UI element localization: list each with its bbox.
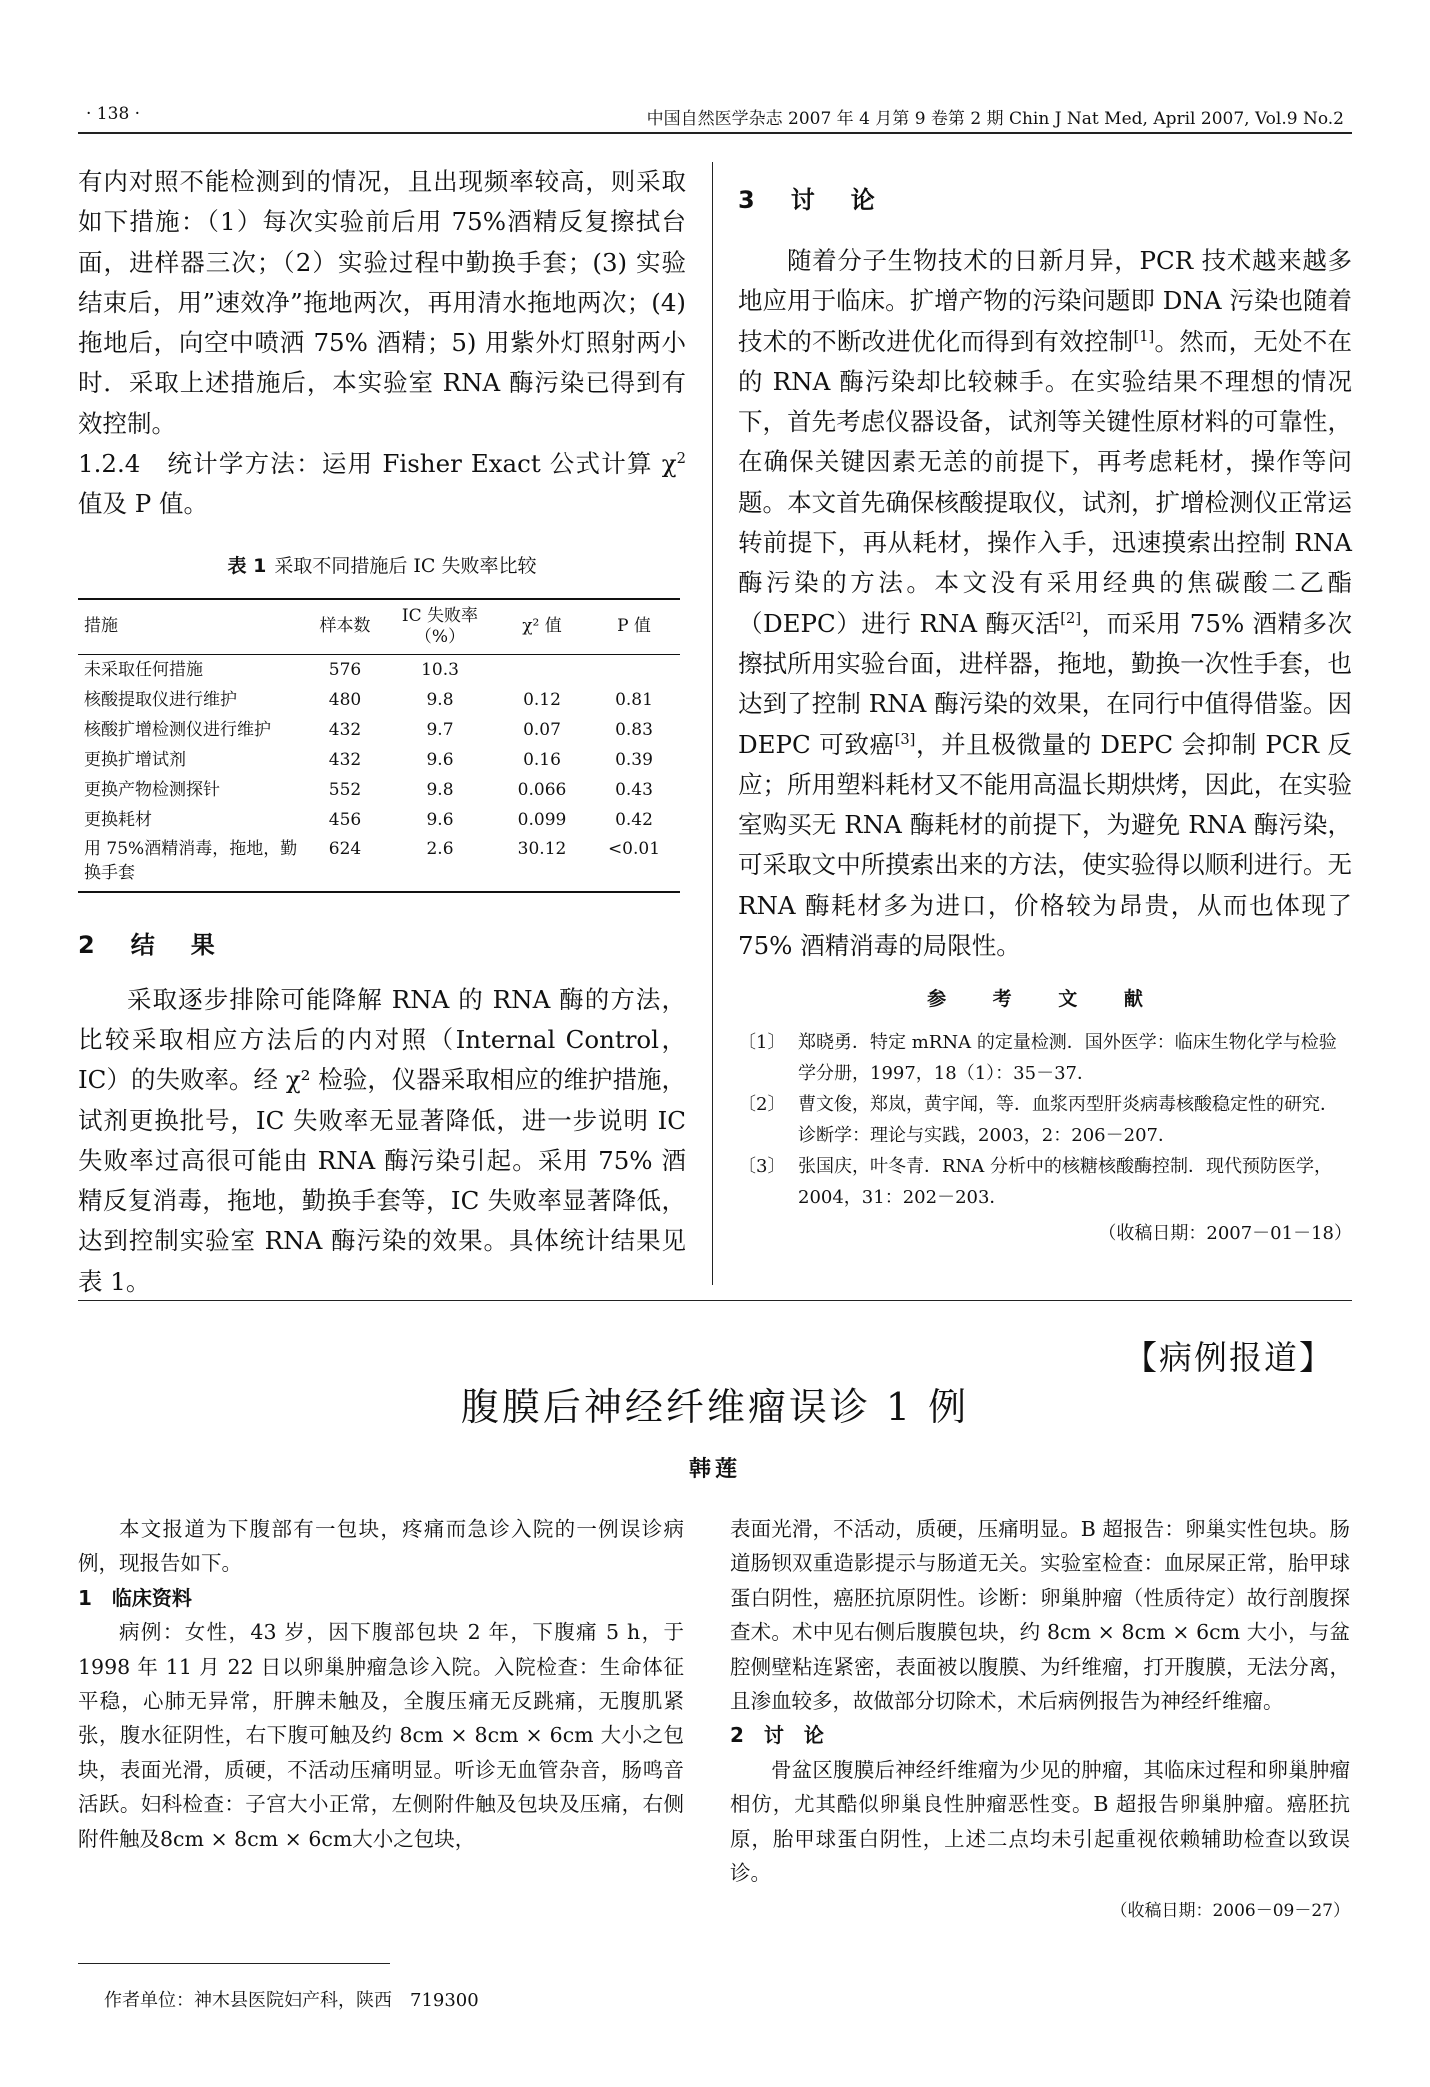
table-cell: 432	[328, 719, 362, 740]
table-cell: 9.6	[426, 809, 454, 830]
table-label: 表 1	[227, 554, 267, 577]
footnote-rule	[78, 1963, 390, 1964]
table-header-cell: P 值	[588, 599, 680, 655]
journal-citation: 中国自然医学杂志 2007 年 4 月第 9 卷第 2 期 Chin J Nat Med, April 2007, Vol.9 No.2	[646, 109, 1344, 129]
section-heading-case-discussion: 2 讨 论	[730, 1723, 824, 1748]
article-author: 韩莲	[688, 1457, 741, 1482]
statistics-paragraph	[78, 444, 686, 525]
table-cell: 552	[328, 779, 362, 800]
article-category-tag: 【病例报道】	[1124, 1338, 1334, 1377]
table-row	[78, 685, 680, 715]
reference-item	[738, 1027, 1352, 1089]
table-caption-text: 采取不同措施后 IC 失败率比较	[274, 554, 537, 577]
article-title: 腹膜后神经纤维瘤误诊 1 例	[460, 1385, 970, 1429]
statistics-text-end: 值及 P 值。	[78, 489, 209, 519]
table-caption	[78, 551, 686, 578]
table-header-row	[78, 599, 680, 655]
table-cell: <0.01	[588, 835, 680, 892]
table-cell: 未采取任何措施	[84, 659, 203, 680]
table-row	[78, 805, 680, 835]
section-heading-discussion: 3 讨 论	[738, 186, 881, 214]
table-header-cell: 措施	[78, 599, 306, 655]
page-number: · 138 ·	[86, 104, 141, 124]
table-cell: 0.42	[615, 809, 653, 830]
table-cell: 更换耗材	[84, 809, 152, 830]
table-cell: 576	[328, 659, 362, 680]
discussion-text: 。然而，无处不在的 RNA 酶污染却比较棘手。在实验结果不理想的情况下，首先考虑仪器设备，试剂等关键性原材料的可靠性，在确保关键因素无恙的前提下，再考虑耗材，操作等问题。本文首先确保核酸提取仪，试剂，扩增检测仪正常运转前提下，再从耗材，操作入手，迅速摸索出控制 RNA 酶污染的方法。本文没有采用经典的焦碳酸二乙酯（DEPC）进行 RNA 酶灭活	[738, 326, 1353, 638]
table-header-cell: IC 失败率（%）	[384, 599, 496, 655]
case-received-date: （收稿日期：2006－09－27）	[1110, 1901, 1350, 1922]
case-intro-paragraph: 本文报道为下腹部有一包块，疼痛而急诊入院的一例误诊病例，现报告如下。	[78, 1517, 684, 1576]
running-header	[78, 100, 1352, 134]
table-header-cell: 样本数	[306, 599, 384, 655]
results-table	[78, 598, 680, 893]
upper-right-column	[738, 180, 1352, 1245]
table-cell	[588, 654, 680, 685]
table-cell: 456	[328, 809, 362, 830]
results-paragraph: 采取逐步排除可能降解 RNA 的 RNA 酶的方法，比较采取相应方法后的内对照（Internal Control，IC）的失败率。经 χ² 检验，仪器采取相应的维护措施，试剂更换批号，IC 失败率无显著降低，进一步说明 IC 失败率过高很可能由 RNA 酶污染引起。采用 75% 酒精反复消毒，拖地，勤换手套等，IC 失败率显著降低，达到控制实验室 RNA 酶污染的效果。具体统计结果见表 1。	[78, 984, 686, 1296]
table-cell: 480	[328, 689, 362, 710]
table-row	[78, 775, 680, 805]
citation-3: [3]	[894, 730, 916, 748]
table-cell: 30.12	[496, 835, 588, 892]
table-cell: 2.6	[384, 835, 496, 892]
upper-left-column	[78, 162, 686, 1302]
table-cell: 更换产物检测探针	[84, 779, 220, 800]
case-continued-paragraph: 表面光滑，不活动，质硬，压痛明显。B 超报告：卵巢实性包块。肠道肠钡双重造影提示与肠道无关。实验室检查：血尿屎正常，胎甲球蛋白阴性，癌胚抗原阴性。诊断：卵巢肿瘤（性质待定）故行剖腹探查术。术中见右侧后腹膜包块，约 8cm × 8cm × 6cm 大小，与盆腔侧壁粘连紧密，表面被以腹膜、为纤维瘤，打开腹膜，无法分离，且渗血较多，故做部分切除术，术后病例报告为神经纤维瘤。	[730, 1517, 1350, 1714]
reference-number: 〔2〕	[738, 1094, 786, 1116]
reference-number: 〔3〕	[738, 1156, 786, 1178]
case-right-column	[730, 1512, 1350, 1921]
case-description-paragraph: 病例：女性，43 岁，因下腹部包块 2 年，下腹痛 5 h，于 1998 年 11 月 22 日以卵巢肿瘤急诊入院。入院检查：生命体征平稳，心肺无异常，肝脾未触及，全腹压痛无反跳痛，无腹肌紧张，腹水征阴性，右下腹可触及约 8cm × 8cm × 6cm 大小之包块，表面光滑，质硬，不活动压痛明显。听诊无血管杂音，肠鸣音活跃。妇科检查：子宫大小正常，左侧附件触及包块及压痛，右侧附件触及8cm × 8cm × 6cm大小之包块，	[78, 1620, 684, 1851]
column-divider	[712, 162, 713, 1285]
table-cell: 0.066	[517, 779, 567, 800]
reference-text: 张国庆，叶冬青．RNA 分析中的核糖核酸酶控制．现代预防医学，2004，31：202－203．	[798, 1156, 1333, 1209]
table-cell: 9.8	[426, 779, 454, 800]
table-row	[78, 715, 680, 745]
table-cell: 10.3	[421, 659, 459, 680]
reference-item	[738, 1089, 1352, 1151]
citation-1: [1]	[1133, 327, 1155, 345]
reference-text: 曹文俊，郑岚，黄宇闻，等．血浆丙型肝炎病毒核酸稳定性的研究．诊断学：理论与实践，2003，2：206－207．	[798, 1094, 1338, 1147]
table-cell	[496, 654, 588, 685]
table-row	[78, 835, 680, 892]
table-cell: 核酸扩增检测仪进行维护	[84, 719, 271, 740]
table-cell: 0.39	[615, 749, 653, 770]
table-cell: 核酸提取仪进行维护	[84, 689, 237, 710]
citation-2: [2]	[1060, 609, 1082, 627]
statistics-text: 1.2.4 统计学方法：运用 Fisher Exact 公式计算 χ	[78, 449, 677, 479]
table-row	[78, 654, 680, 685]
method-continued-paragraph: 有内对照不能检测到的情况，且出现频率较高，则采取如下措施：（1）每次实验前后用 75%酒精反复擦拭台面，进样器三次；（2）实验过程中勤换手套；(3) 实验结束后，用”速效净”拖地两次，再用清水拖地两次；(4) 拖地后，向空中喷洒 75% 酒精；5) 用紫外灯照射两小时．采取上述措施后，本实验室 RNA 酶污染已得到有效控制。	[78, 167, 686, 438]
table-cell: 9.7	[426, 719, 454, 740]
table-cell: 0.12	[523, 689, 561, 710]
discussion-text: 随着分子生物技术的日新月异，PCR 技术越来越多地应用于临床。扩增产物的污染问题即 DNA 污染也随着技术的不断改进优化而得到有效控制	[738, 246, 1352, 356]
discussion-paragraph	[738, 241, 1352, 966]
section-heading-results: 2 结 果	[78, 930, 221, 959]
discussion-text: ，而采用 75% 酒精多次擦拭所用实验台面，进样器，拖地，勤换一次性手套，也达到了控制 RNA 酶污染的效果，在同行中值得借鉴。因 DEPC 可致癌	[738, 608, 1352, 759]
article-separator	[78, 1300, 1352, 1301]
discussion-text: ，并且极微量的 DEPC 会抑制 PCR 反应；所用塑料耗材又不能用高温长期烘烤，因此，在实验室购买无 RNA 酶耗材的前提下，为避免 RNA 酶污染，可采取文中所摸索出来的方法，使实验得以顺利进行。无 RNA 酶耗材多为进口，价格较为昂贵，从而也体现了 75% 酒精消毒的局限性。	[738, 729, 1353, 961]
section-heading-clinical: 1 临床资料	[78, 1585, 192, 1610]
received-date: （收稿日期：2007－01－18）	[1098, 1223, 1352, 1245]
table-cell: 0.43	[615, 779, 653, 800]
case-left-column	[78, 1512, 684, 1856]
table-cell: 0.07	[523, 719, 561, 740]
case-discussion-paragraph: 骨盆区腹膜后神经纤维瘤为少见的肿瘤，其临床过程和卵巢肿瘤相仿，尤其酷似卵巢良性肿瘤恶性变。B 超报告卵巢肿瘤。癌胚抗原，胎甲球蛋白阴性，上述二点均未引起重视依赖辅助检查以致误诊。	[730, 1757, 1350, 1886]
reference-number: 〔1〕	[738, 1032, 786, 1054]
table-cell: 0.16	[523, 749, 561, 770]
table-cell: 0.099	[517, 809, 567, 830]
table-cell: 9.6	[426, 749, 454, 770]
table-cell: 624	[306, 835, 384, 892]
table-row	[78, 745, 680, 775]
author-affiliation-footnote: 作者单位：神木县医院妇产科，陕西 719300	[104, 1990, 479, 2011]
table-cell: 0.83	[615, 719, 653, 740]
table-cell: 0.81	[615, 689, 653, 710]
table-cell: 更换扩增试剂	[84, 749, 186, 770]
table-cell: 432	[328, 749, 362, 770]
reference-text: 郑晓勇．特定 mRNA 的定量检测．国外医学：临床生物化学与检验学分册，1997，18（1）：35－37．	[798, 1032, 1337, 1085]
reference-item	[738, 1151, 1352, 1213]
chi-square-superscript: 2	[676, 449, 686, 467]
table-cell: 用 75%酒精消毒，拖地，勤换手套	[78, 835, 306, 892]
references-heading: 参 考 文 献	[927, 988, 1163, 1011]
table-cell: 9.8	[426, 689, 454, 710]
table-header-cell: χ² 值	[496, 599, 588, 655]
